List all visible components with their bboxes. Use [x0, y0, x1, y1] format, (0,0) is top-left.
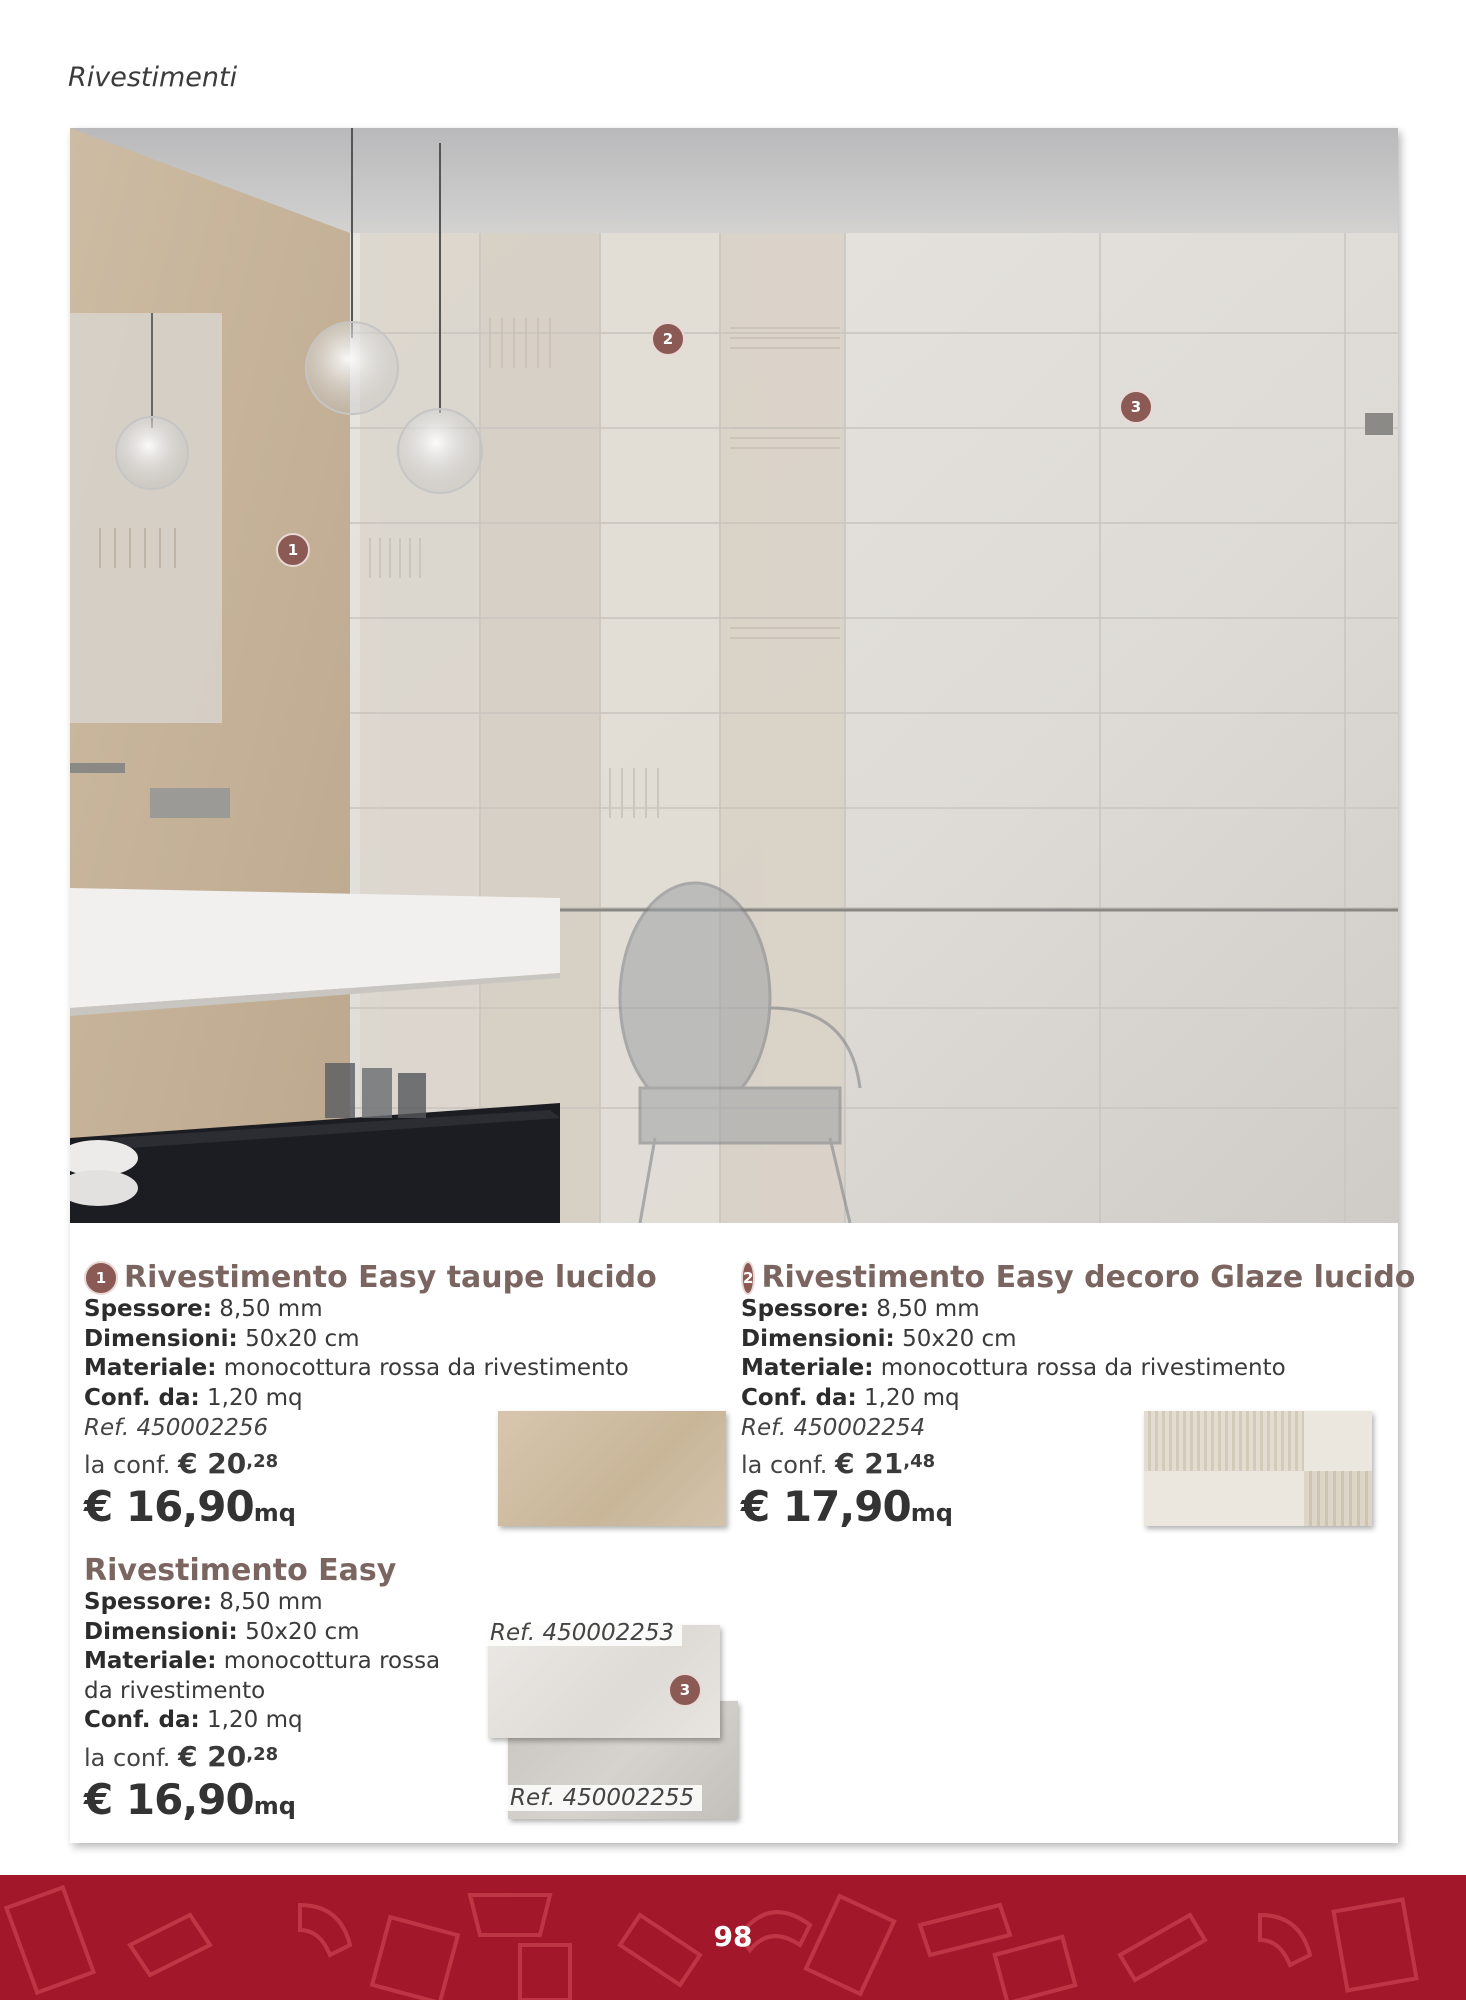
bathroom-photo [70, 128, 1398, 1223]
product-2-number: 2 [741, 1261, 755, 1295]
product-3-title: Rivestimento Easy [84, 1553, 397, 1588]
product-2-conf-price: la conf. € $21^{,48}$ [741, 1447, 936, 1480]
marker-1[interactable]: 1 [276, 533, 310, 567]
product-3-conf-price: la conf. € $20^{,28}$ [84, 1739, 279, 1773]
marker-2[interactable]: 2 [651, 322, 685, 356]
product-3-ref-b: Ref. 450002255 [502, 1785, 702, 1811]
product-1-swatch [498, 1411, 726, 1526]
product-2: 2 Rivestimento Easy decoro Glaze lucido Spessore: 8,50 mm Dimensioni: 50x20 cm Materiale: monocottura rossa da rivestimento Conf. da: 1,20 mq Ref. 450002254 la conf. € $21^{,48}$ € 17,90mq [741, 1260, 1416, 1531]
product-3-marker: 3 [668, 1673, 702, 1707]
section-title: Rivestimenti [68, 62, 238, 93]
product-2-price: € 17,90mq [741, 1482, 953, 1531]
product-3: Rivestimento Easy Spessore: 8,50 mm Dimensioni: 50x20 cm Materiale: monocottura rossa da rivestimento Conf. da: 1,20 mq la conf. € $20^{,28}$ € 16,90mq [84, 1553, 484, 1824]
product-1-title: 1 Rivestimento Easy taupe lucido [84, 1260, 704, 1295]
product-1-number: 1 [84, 1261, 118, 1295]
product-card [70, 128, 1416, 1843]
product-3-ref-a: Ref. 450002253 [482, 1620, 682, 1646]
product-1-price: € 16,90mq [84, 1482, 296, 1531]
product-2-swatch [1144, 1411, 1372, 1526]
page-number: 98 [713, 1920, 753, 1953]
product-2-title: 2 Rivestimento Easy decoro Glaze lucido [743, 1260, 1416, 1295]
product-1: 1 Rivestimento Easy taupe lucido Spessore: 8,50 mm Dimensioni: 50x20 cm Materiale: monocottura rossa da rivestimento Conf. da: 1,20 mq Ref. 450002256 la conf. € $20^{,28}$ € 16,90mq [84, 1260, 704, 1531]
product-1-conf-price: la conf. € $20^{,28}$ [84, 1447, 279, 1480]
product-1-ref: Ref. 450002256 [84, 1415, 269, 1441]
product-3-price: € 16,90mq [84, 1774, 296, 1824]
marker-3[interactable]: 3 [1119, 390, 1153, 424]
product-2-ref: Ref. 450002254 [741, 1415, 926, 1441]
